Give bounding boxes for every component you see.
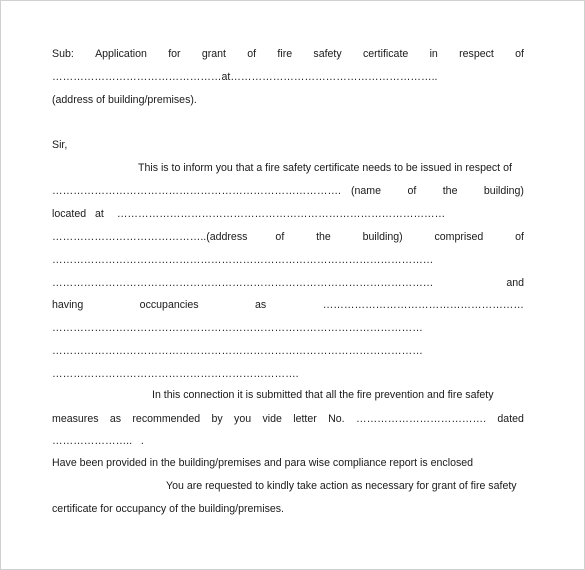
occupancies-word: as — [255, 299, 267, 311]
measures-word: you — [234, 413, 252, 425]
subject-word: of — [247, 48, 257, 60]
para1-line9: …………………………………………………………………………………………… — [52, 345, 423, 357]
salutation: Sir, — [52, 139, 68, 151]
para3-line2: certificate for occupancy of the building/premises. — [52, 503, 285, 515]
subject-address-blanks: …………………………………………at………………………………………………….. — [52, 71, 438, 83]
para1-line1: This is to inform you that a fire safety certificate needs to be issued in respect of — [138, 162, 512, 174]
para3-line1: You are requested to kindly take action as necessary for grant of fire safety — [166, 480, 517, 492]
para1-line8: …………………………………………………………………………………………… — [52, 322, 423, 334]
measures-word: measures — [52, 413, 99, 425]
subject-word: certificate — [362, 48, 409, 60]
building-name-word: the — [442, 185, 458, 197]
subject-word: Application — [95, 48, 147, 60]
measures-word: ………………………………. — [355, 413, 487, 425]
address-word: building) — [362, 231, 403, 243]
subject-word: fire — [277, 48, 293, 60]
subject-word: Sub: — [52, 48, 74, 60]
subject-word: safety — [313, 48, 342, 60]
para1-line10: ……………………………………………………………. — [52, 368, 299, 380]
measures-word: as — [109, 413, 122, 425]
measures-word: vide — [262, 413, 282, 425]
location-blank: ………………………………………………………………………………… — [116, 208, 446, 220]
occupancies-word: ………………………………………………… — [322, 299, 524, 311]
occupancies-word: occupancies — [139, 299, 199, 311]
para1-line4 — [52, 231, 524, 244]
measures-word: No. — [328, 413, 345, 425]
address-label — [247, 231, 524, 244]
subject-line — [52, 48, 524, 61]
address-blank: ……………………………………..(address — [52, 231, 248, 243]
building-name-word: building) — [483, 185, 524, 197]
measures-word: recommended — [132, 413, 201, 425]
subject-word: grant — [201, 48, 226, 60]
subject-address-note: (address of building/premises). — [52, 94, 197, 106]
building-name-word: of — [407, 185, 417, 197]
para2-line2 — [52, 413, 524, 426]
and-word: and — [506, 277, 524, 289]
date-blank: ………………….. . — [52, 435, 144, 447]
subject-word: in — [429, 48, 438, 60]
occupancies-line — [52, 299, 524, 312]
building-name-label — [341, 185, 524, 198]
building-name-word: (name — [350, 185, 382, 197]
subject-word: for — [168, 48, 181, 60]
comprised-blank: ……………………………………………………………………………………………… — [52, 277, 434, 289]
para2-line4: Have been provided in the building/premises and para wise compliance report is enclosed — [52, 457, 474, 469]
address-word: comprised — [434, 231, 484, 243]
subject-word: respect — [459, 48, 494, 60]
para2-line1: In this connection it is submitted that all the fire prevention and fire safety — [152, 389, 494, 401]
address-word: of — [515, 231, 524, 243]
measures-word: letter — [293, 413, 317, 425]
para1-line6 — [52, 277, 524, 290]
para1-line2 — [52, 185, 524, 198]
located-at-label: located at — [52, 208, 104, 220]
occupancies-word: having — [52, 299, 84, 311]
building-name-blank: ………………………………………………………………………. — [52, 185, 341, 197]
para1-line3 — [52, 208, 524, 221]
address-word: of — [275, 231, 285, 243]
subject-word: of — [515, 48, 524, 60]
address-word: the — [316, 231, 331, 243]
para1-line5: ……………………………………………………………………………………………… — [52, 254, 434, 266]
measures-word: by — [211, 413, 223, 425]
measures-word: dated — [497, 413, 524, 425]
